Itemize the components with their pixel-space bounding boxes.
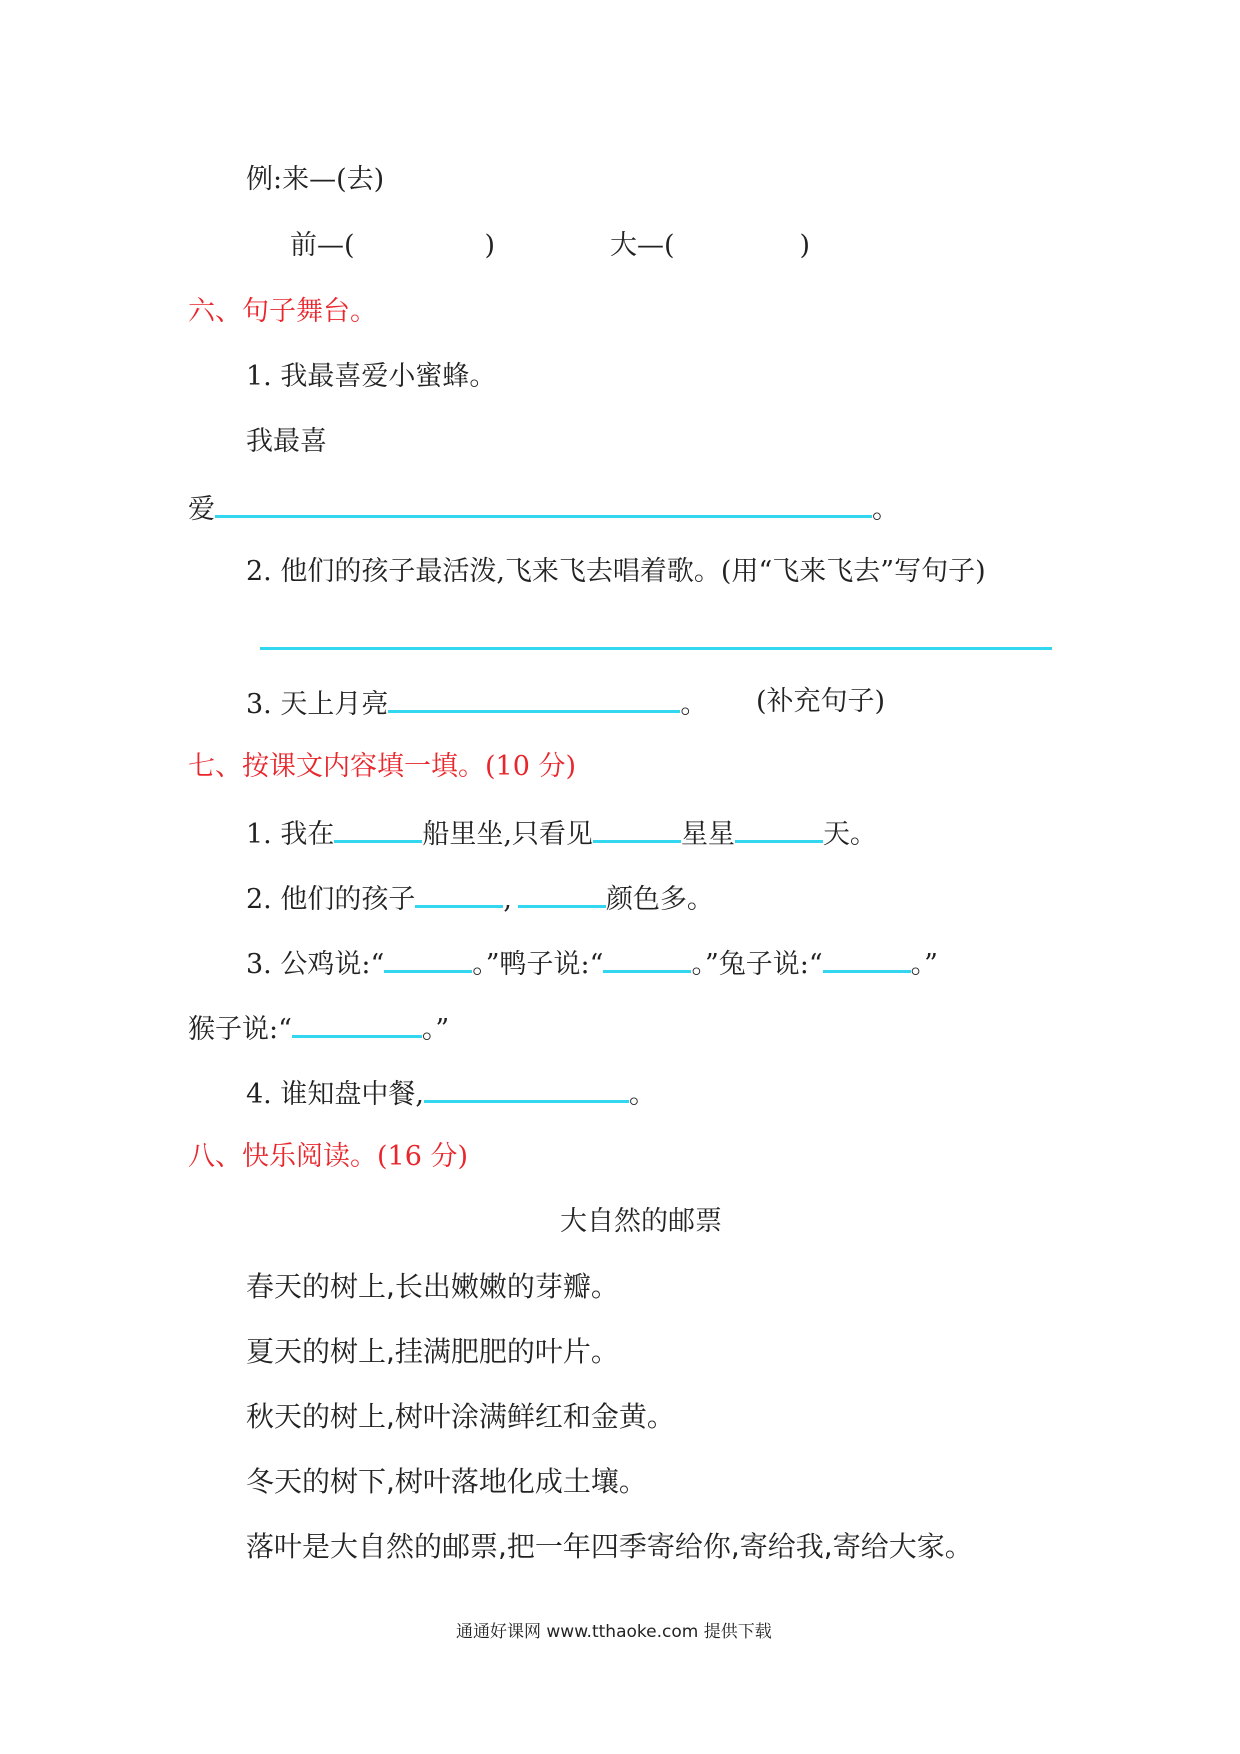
section7-q4 [246,1072,656,1112]
section7-q1-text-d: 天。 [822,819,877,850]
section7-q3-text-b: 。”鸭子说:“ [472,949,604,980]
antonym-row-2 [610,226,810,266]
section7-q2-text-c: 颜色多。 [605,884,714,915]
reading-line: 冬天的树下,树叶落地化成土壤。 [246,1465,647,1498]
section7-q4-text-b: 。 [628,1079,656,1110]
section7-q3-cont [188,1007,449,1047]
section7-q2-blank-2[interactable] [518,877,606,908]
section6-q3-suffix: 。 [680,689,708,720]
reading-line: 落叶是大自然的邮票,把一年四季寄给你,寄给我,寄给大家。 [246,1530,973,1563]
section6-q1-answer-start: 我最喜 [246,426,327,457]
section7-q2-text-a: 2. 他们的孩子 [246,884,416,915]
section7-q3-text-f: 。” [421,1014,450,1045]
section6-q1: 1. 我最喜爱小蜜蜂。 [246,361,497,392]
section7-q3 [246,942,938,982]
section7-q4-blank[interactable] [424,1072,629,1103]
section7-q1-text-b: 船里坐,只看见 [422,819,593,850]
section7-q2-text-b: , [503,884,512,915]
antonym-item1-suffix: ) [484,230,496,261]
section7-q3-text-d: 。” [910,949,938,980]
reading-line: 夏天的树上,挂满肥肥的叶片。 [246,1335,619,1368]
antonym-item1-prefix: 前—( [290,230,355,261]
section7-q3-text-a: 3. 公鸡说:“ [246,949,385,980]
section7-q4-text-a: 4. 谁知盘中餐, [246,1079,424,1110]
section7-q2 [246,877,714,917]
reading-title: 大自然的邮票 [560,1206,722,1237]
reading-line: 春天的树上,长出嫩嫩的芽瓣。 [246,1270,619,1303]
section7-q1-blank-2[interactable] [593,812,681,843]
section8-heading: 八、快乐阅读。(16 分) [188,1141,469,1172]
section6-q3-blank[interactable] [388,682,680,713]
section7-q3-blank-2[interactable] [603,942,691,973]
section7-q1-blank-1[interactable] [334,812,422,843]
section6-q1-answer-cont: 爱 [188,494,215,525]
section6-q2-blank[interactable] [260,647,1052,650]
section6-q3-note: (补充句子) [756,686,886,717]
section7-q1-text-c: 星星 [680,819,735,850]
section6-q2: 2. 他们的孩子最活泼,飞来飞去唱着歌。(用“飞来飞去”写句子) [246,556,986,587]
section6-heading: 六、句子舞台。 [188,296,377,327]
section6-q1-answer-line [188,487,899,527]
antonym-item2-suffix: ) [799,230,811,261]
antonym-example: 例:来—(去) [246,164,385,195]
section7-q3-blank-3[interactable] [823,942,911,973]
section6-q3-prefix: 3. 天上月亮 [246,689,389,720]
section6-q1-blank[interactable] [215,487,872,518]
section7-heading: 七、按课文内容填一填。(10 分) [188,751,577,782]
footer-credit: 通通好课网 www.tthaoke.com 提供下载 [456,1622,772,1642]
section7-q1 [246,812,877,852]
reading-line: 秋天的树上,树叶涂满鲜红和金黄。 [246,1400,675,1433]
section7-q1-blank-3[interactable] [735,812,823,843]
section6-q3 [246,682,707,722]
section7-q3-text-e: 猴子说:“ [188,1014,292,1045]
section7-q3-text-c: 。”兔子说:“ [691,949,823,980]
section7-q3-blank-1[interactable] [384,942,472,973]
period: 。 [872,494,899,525]
section7-q1-text-a: 1. 我在 [246,819,335,850]
antonym-item2-prefix: 大—( [610,230,675,261]
section7-q2-blank-1[interactable] [415,877,503,908]
section7-q3-blank-4[interactable] [292,1007,422,1038]
